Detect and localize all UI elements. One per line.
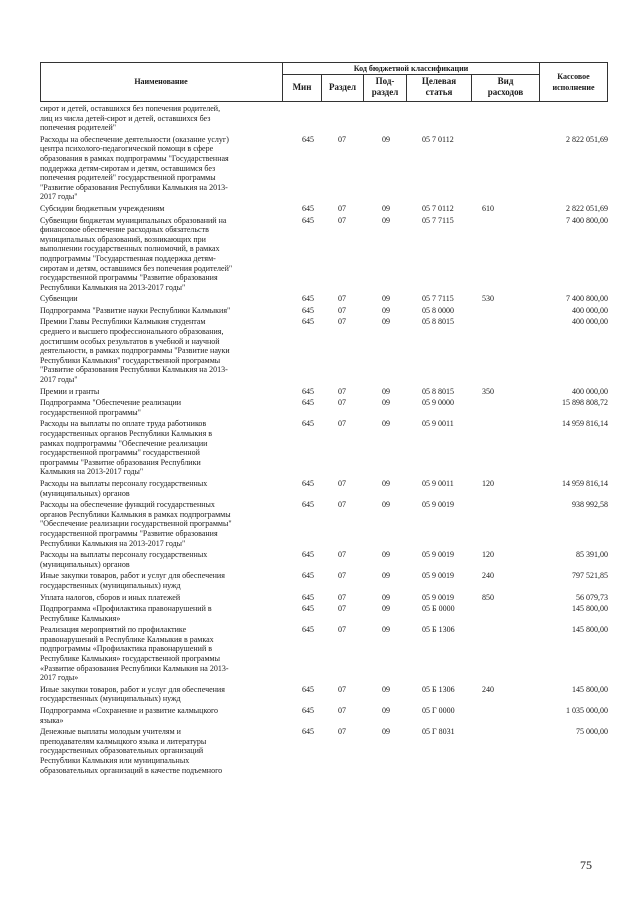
row-name: Расходы на выплаты персоналу государственных (муниципальных) органов [40,478,208,498]
cash-execution-amount: 14 959 816,14 [562,478,608,488]
target-article-code: 05 Б 1306 [422,625,455,635]
target-article-code: 05 8 8015 [422,317,454,327]
header-target-article: Целевая статья [421,76,457,97]
ministry-code: 645 [302,625,314,635]
table-row [40,593,608,603]
ministry-code: 645 [302,305,314,315]
header-razdel: Раздел [328,82,357,92]
header-cash-execution: Кассовое исполнение [552,72,595,92]
table-row [40,306,608,316]
ministry-code: 645 [302,592,314,602]
ministry-code: 645 [302,727,314,737]
subsection-code: 09 [382,550,390,560]
section-code: 07 [338,706,346,716]
section-code: 07 [338,604,346,614]
header-expense-type: Вид расходов [487,76,524,97]
target-article-code: 05 9 0019 [422,571,454,581]
target-article-code: 05 9 0000 [422,398,454,408]
subsection-code: 09 [382,478,390,488]
header-right-line [607,62,608,102]
cash-execution-amount: 145 800,00 [572,625,608,635]
expense-type-code: 350 [482,386,494,396]
target-article-code: 05 Б 0000 [422,604,455,614]
target-article-code: 05 7 7115 [422,294,454,304]
subsection-code: 09 [382,625,390,635]
table-row [40,604,608,623]
subsection-code: 09 [382,500,390,510]
row-name: Субвенции бюджетам муниципальных образований на финансовое обеспечение расходных обязательств муниципальных образований, возникающих при выполнении государственных полномочий, в рамках подпрограммы "Государственная поддержка детям- сиротам и детям, оставшимся без попечения родителей" государственной программы "Развитие образования Республики Калмыкия на 2013-2017 годы" [40,215,233,292]
subsection-code: 09 [382,398,390,408]
cash-execution-amount: 400 000,00 [572,317,608,327]
table-row [40,727,608,775]
table-row [40,685,608,704]
row-name: сирот и детей, оставшихся без попечения родителей, лиц из числа детей-сирот и детей, оставшихся без попечения родителей" [40,104,221,133]
table-row [40,706,608,725]
row-name: Иные закупки товаров, работ и услуг для обеспечения государственных (муниципальных) нужд [40,684,225,704]
ministry-code: 645 [302,203,314,213]
row-name: Премии и гранты [40,386,100,396]
cash-execution-amount: 2 822 051,69 [566,134,608,144]
row-name: Подпрограмма «Профилактика правонарушений в Республике Калмыкия» [40,604,212,623]
cash-execution-amount: 145 800,00 [572,684,608,694]
target-article-code: 05 7 0112 [422,134,454,144]
page-number: 75 [580,858,592,872]
expense-type-code: 240 [482,571,494,581]
header-min: Мин [292,82,312,92]
section-code: 07 [338,500,346,510]
expense-type-code: 850 [482,592,494,602]
target-article-code: 05 Б 1306 [422,684,455,694]
target-article-code: 05 9 0011 [422,419,454,429]
table-row [40,550,608,569]
subsection-code: 09 [382,386,390,396]
table-row [40,419,608,477]
target-article-code: 05 7 0112 [422,203,454,213]
ministry-code: 645 [302,386,314,396]
target-article-code: 05 9 0019 [422,592,454,602]
target-article-code: 05 9 0011 [422,478,454,488]
section-code: 07 [338,727,346,737]
subsection-code: 09 [382,592,390,602]
subsection-code: 09 [382,305,390,315]
cash-execution-amount: 56 079,73 [576,592,608,602]
section-code: 07 [338,398,346,408]
cash-execution-amount: 7 400 800,00 [566,294,608,304]
cash-execution-amount: 145 800,00 [572,604,608,614]
target-article-code: 05 8 8015 [422,386,454,396]
row-name: Субвенции [40,294,78,304]
subsection-code: 09 [382,571,390,581]
ministry-code: 645 [302,478,314,488]
subsection-code: 09 [382,727,390,737]
ministry-code: 645 [302,500,314,510]
table-row [40,500,608,548]
cash-execution-amount: 400 000,00 [572,305,608,315]
section-code: 07 [338,478,346,488]
subsection-code: 09 [382,294,390,304]
section-code: 07 [338,215,346,225]
header-bottom-line [40,101,608,102]
table-row [40,294,608,304]
subsection-code: 09 [382,604,390,614]
target-article-code: 05 9 0019 [422,550,454,560]
section-code: 07 [338,684,346,694]
subsection-code: 09 [382,134,390,144]
table-header [40,62,608,102]
expense-type-code: 120 [482,550,494,560]
row-name: Расходы на выплаты по оплате труда работников государственных органов Республики Калмыкия в рамках подпрограммы "Обеспечение реализации государственной программы" государственной программы "Развитие образования Республики Калмыкия на 2013-2017 годы" [40,419,213,477]
cash-execution-amount: 938 992,58 [572,500,608,510]
subsection-code: 09 [382,684,390,694]
expense-type-code: 530 [482,294,494,304]
subsection-code: 09 [382,203,390,213]
row-name: Уплата налогов, сборов и иных платежей [40,592,181,602]
target-article-code: 05 7 7115 [422,215,454,225]
row-name: Расходы на обеспечение функций государственных органов Республики Калмыкия в рамках подпрограммы "Обеспечение реализации государственной программы" государственной программы "Развитие образования Республики Калмыкия на 2013-2017 годы" [40,500,232,548]
ministry-code: 645 [302,550,314,560]
table-row [40,625,608,683]
section-code: 07 [338,294,346,304]
ministry-code: 645 [302,604,314,614]
table-row [40,204,608,214]
section-code: 07 [338,317,346,327]
row-name: Премии Главы Республики Калмыкия студентам среднего и высшего профессионального образования, достигшим особых результатов в учебной и научной деятельности, в рамках подпрограммы "Развитие науки Республики Калмыкия" государственной программы "Развитие образования Республики Калмыкия на 2013- 2017 годы" [40,317,230,385]
row-name: Расходы на обеспечение деятельности (оказание услуг) центра психолого-педагогической помощи в сфере образования в рамках подпрограммы "Государственная поддержка детям-сиротам и детям, оставшимся без попечения родителей" государственной программы "Развитие образования Республики Калмыкия на 2013- 2017 годы" [40,134,229,202]
cash-execution-amount: 2 822 051,69 [566,203,608,213]
section-code: 07 [338,625,346,635]
subsection-code: 09 [382,419,390,429]
row-name: Подпрограмма "Обеспечение реализации государственной программы" [40,398,182,417]
expense-type-code: 240 [482,684,494,694]
section-code: 07 [338,550,346,560]
row-name: Реализация мероприятий по профилактике правонарушений в Республике Калмыкия в рамках подпрограммы «Профилактика правонарушений в Республике Калмыкия» государственной программы «Развитие образования Республики Калмыкия на 2013- 2017 годы» [40,625,229,683]
expense-type-code: 610 [482,203,494,213]
subsection-code: 09 [382,317,390,327]
subsection-code: 09 [382,215,390,225]
row-name: Расходы на выплаты персоналу государственных (муниципальных) органов [40,550,208,569]
header-name: Наименование [134,77,188,86]
cash-execution-amount: 85 391,00 [576,550,608,560]
section-code: 07 [338,592,346,602]
target-article-code: 05 8 0000 [422,305,454,315]
table-row [40,216,608,293]
cash-execution-amount: 75 000,00 [576,727,608,737]
section-code: 07 [338,305,346,315]
ministry-code: 645 [302,419,314,429]
table-row [40,104,608,133]
row-name: Подпрограмма "Развитие науки Республики Калмыкия" [40,305,231,315]
cash-execution-amount: 7 400 800,00 [566,215,608,225]
section-code: 07 [338,419,346,429]
table-body [40,104,608,777]
row-name: Подпрограмма «Сохранение и развитие калмыцкого языка» [40,706,219,725]
target-article-code: 05 9 0019 [422,500,454,510]
ministry-code: 645 [302,215,314,225]
cash-execution-amount: 400 000,00 [572,386,608,396]
target-article-code: 05 Г 8031 [422,727,455,737]
table-row [40,387,608,397]
ministry-code: 645 [302,294,314,304]
cash-execution-amount: 14 959 816,14 [562,419,608,429]
ministry-code: 645 [302,706,314,716]
ministry-code: 645 [302,398,314,408]
ministry-code: 645 [302,317,314,327]
cash-execution-amount: 1 035 000,00 [566,706,608,716]
section-code: 07 [338,386,346,396]
table-row [40,135,608,202]
table-row [40,317,608,384]
ministry-code: 645 [302,571,314,581]
header-podrazdel: Под- раздел [371,76,399,97]
table-row [40,571,608,590]
table-row [40,398,608,417]
target-article-code: 05 Г 0000 [422,706,455,716]
section-code: 07 [338,571,346,581]
row-name: Денежные выплаты молодым учителям и преподавателям калмыцкого языка и литературы государственных образовательных организаций Республики Калмыкия или муниципальных образовательных организаций в качестве подъемного [40,727,223,775]
cash-execution-amount: 797 521,85 [572,571,608,581]
ministry-code: 645 [302,134,314,144]
expense-type-code: 120 [482,478,494,488]
ministry-code: 645 [302,684,314,694]
row-name: Иные закупки товаров, работ и услуг для обеспечения государственных (муниципальных) нужд [40,571,225,590]
section-code: 07 [338,134,346,144]
row-name: Субсидии бюджетным учреждениям [40,203,165,213]
cash-execution-amount: 15 898 808,72 [562,398,608,408]
subsection-code: 09 [382,706,390,716]
header-code-group: Код бюджетной классификации [353,64,469,73]
section-code: 07 [338,203,346,213]
table-row [40,479,608,498]
